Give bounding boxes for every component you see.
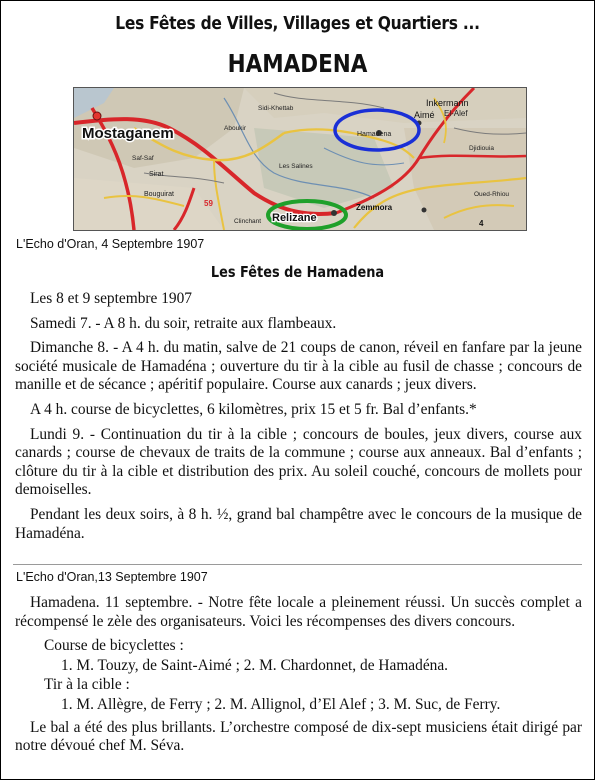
article1-paragraph: Dimanche 8. - A 4 h. du matin, salve de 21 coups de canon, réveil en fanfare par la jeune société musicale de Hamadéna ; ouverture du tir à la cible au fusil de chasse ; concours de manille et de sécance ; apéritif populaire. Course aux canards ; jeux divers.: [15, 339, 582, 394]
map-label-route-59: 59: [204, 199, 213, 208]
map-label-hamadena: Hamadena: [357, 131, 392, 138]
page-header-place: HAMADENA: [227, 49, 368, 78]
map-label-el-alef: El-Alef: [444, 109, 468, 118]
map-label-saf-saf: Saf-Saf: [132, 155, 154, 162]
article1-paragraph: Pendant les deux soirs, à 8 h. ½, grand bal champêtre avec le concours de la musique de Hamadéna.: [15, 505, 582, 542]
map-label-inkermann: Inkermann: [426, 98, 469, 108]
map-label-les-salines: Les Salines: [279, 163, 313, 170]
article1-paragraph: A 4 h. course de bicyclettes, 6 kilomètres, prix 15 et 5 fr. Bal d’enfants.*: [30, 400, 477, 418]
article1-paragraph: Les 8 et 9 septembre 1907: [30, 290, 192, 307]
map-image: [74, 88, 526, 230]
article2-closing: Le bal a été des plus brillants. L’orchestre composé de dix-sept musiciens était dirigé par notre dévoué chef M. Séva.: [15, 718, 582, 755]
map-label-sirat: Sirat: [149, 171, 164, 178]
map-label-clinchant: Clinchant: [234, 218, 262, 225]
map-label-sidi-khettab: Sidi-Khettab: [258, 105, 294, 112]
map-label-aboukir: Aboukir: [224, 125, 247, 132]
article1-source: L'Echo d'Oran, 4 Septembre 1907: [16, 237, 205, 251]
article1-title: Les Fêtes de Hamadena: [210, 263, 385, 281]
section-divider: [13, 564, 582, 565]
article1-body: [15, 290, 582, 549]
map-label-mostaganem: Mostaganem: [82, 125, 174, 142]
map-label-relizane: Relizane: [272, 212, 317, 224]
article2-intro: Hamadena. 11 septembre. - Notre fête locale a pleinement réussi. Un succès complet a récompensé le zèle des organisateurs. Voici les récompenses des divers concours.: [15, 594, 582, 630]
article2-source: L'Echo d'Oran,13 Septembre 1907: [16, 570, 208, 584]
region-map: [73, 87, 527, 231]
map-label-bouguirat: Bouguirat: [144, 191, 174, 198]
bike-race-heading: Course de bicyclettes :: [44, 637, 184, 655]
article2-body: [15, 594, 582, 762]
map-label-aime: Aimé: [414, 110, 435, 120]
bike-race-result: 1. M. Touzy, de Saint-Aimé ; 2. M. Chardonnet, de Hamadéna.: [61, 656, 449, 674]
map-label-zemmora: Zemmora: [356, 203, 393, 212]
article1-paragraph: Lundi 9. - Continuation du tir à la cible ; concours de boules, jeux divers, course aux canards ; course de chevaux de traits de la commune ; course aux anneaux. Bal d’enfants ; clôture du tir à la cible et distribution des prix. Au soleil couché, concours de mollets pour demoiselles.: [15, 425, 582, 499]
map-label-oued-rhiou: Oued-Rhiou: [474, 191, 510, 198]
target-shooting-heading: Tir à la cible :: [44, 676, 130, 694]
article1-paragraph: Samedi 7. - A 8 h. du soir, retraite aux flambeaux.: [30, 314, 337, 332]
map-label-route-4: 4: [479, 219, 484, 228]
page-header-title: Les Fêtes de Villes, Villages et Quartiers ...: [115, 13, 480, 34]
map-label-djidiouia: Djidiouia: [469, 145, 494, 152]
target-shooting-result: 1. M. Allègre, de Ferry ; 2. M. Allignol, d’El Alef ; 3. M. Suc, de Ferry.: [61, 695, 501, 713]
